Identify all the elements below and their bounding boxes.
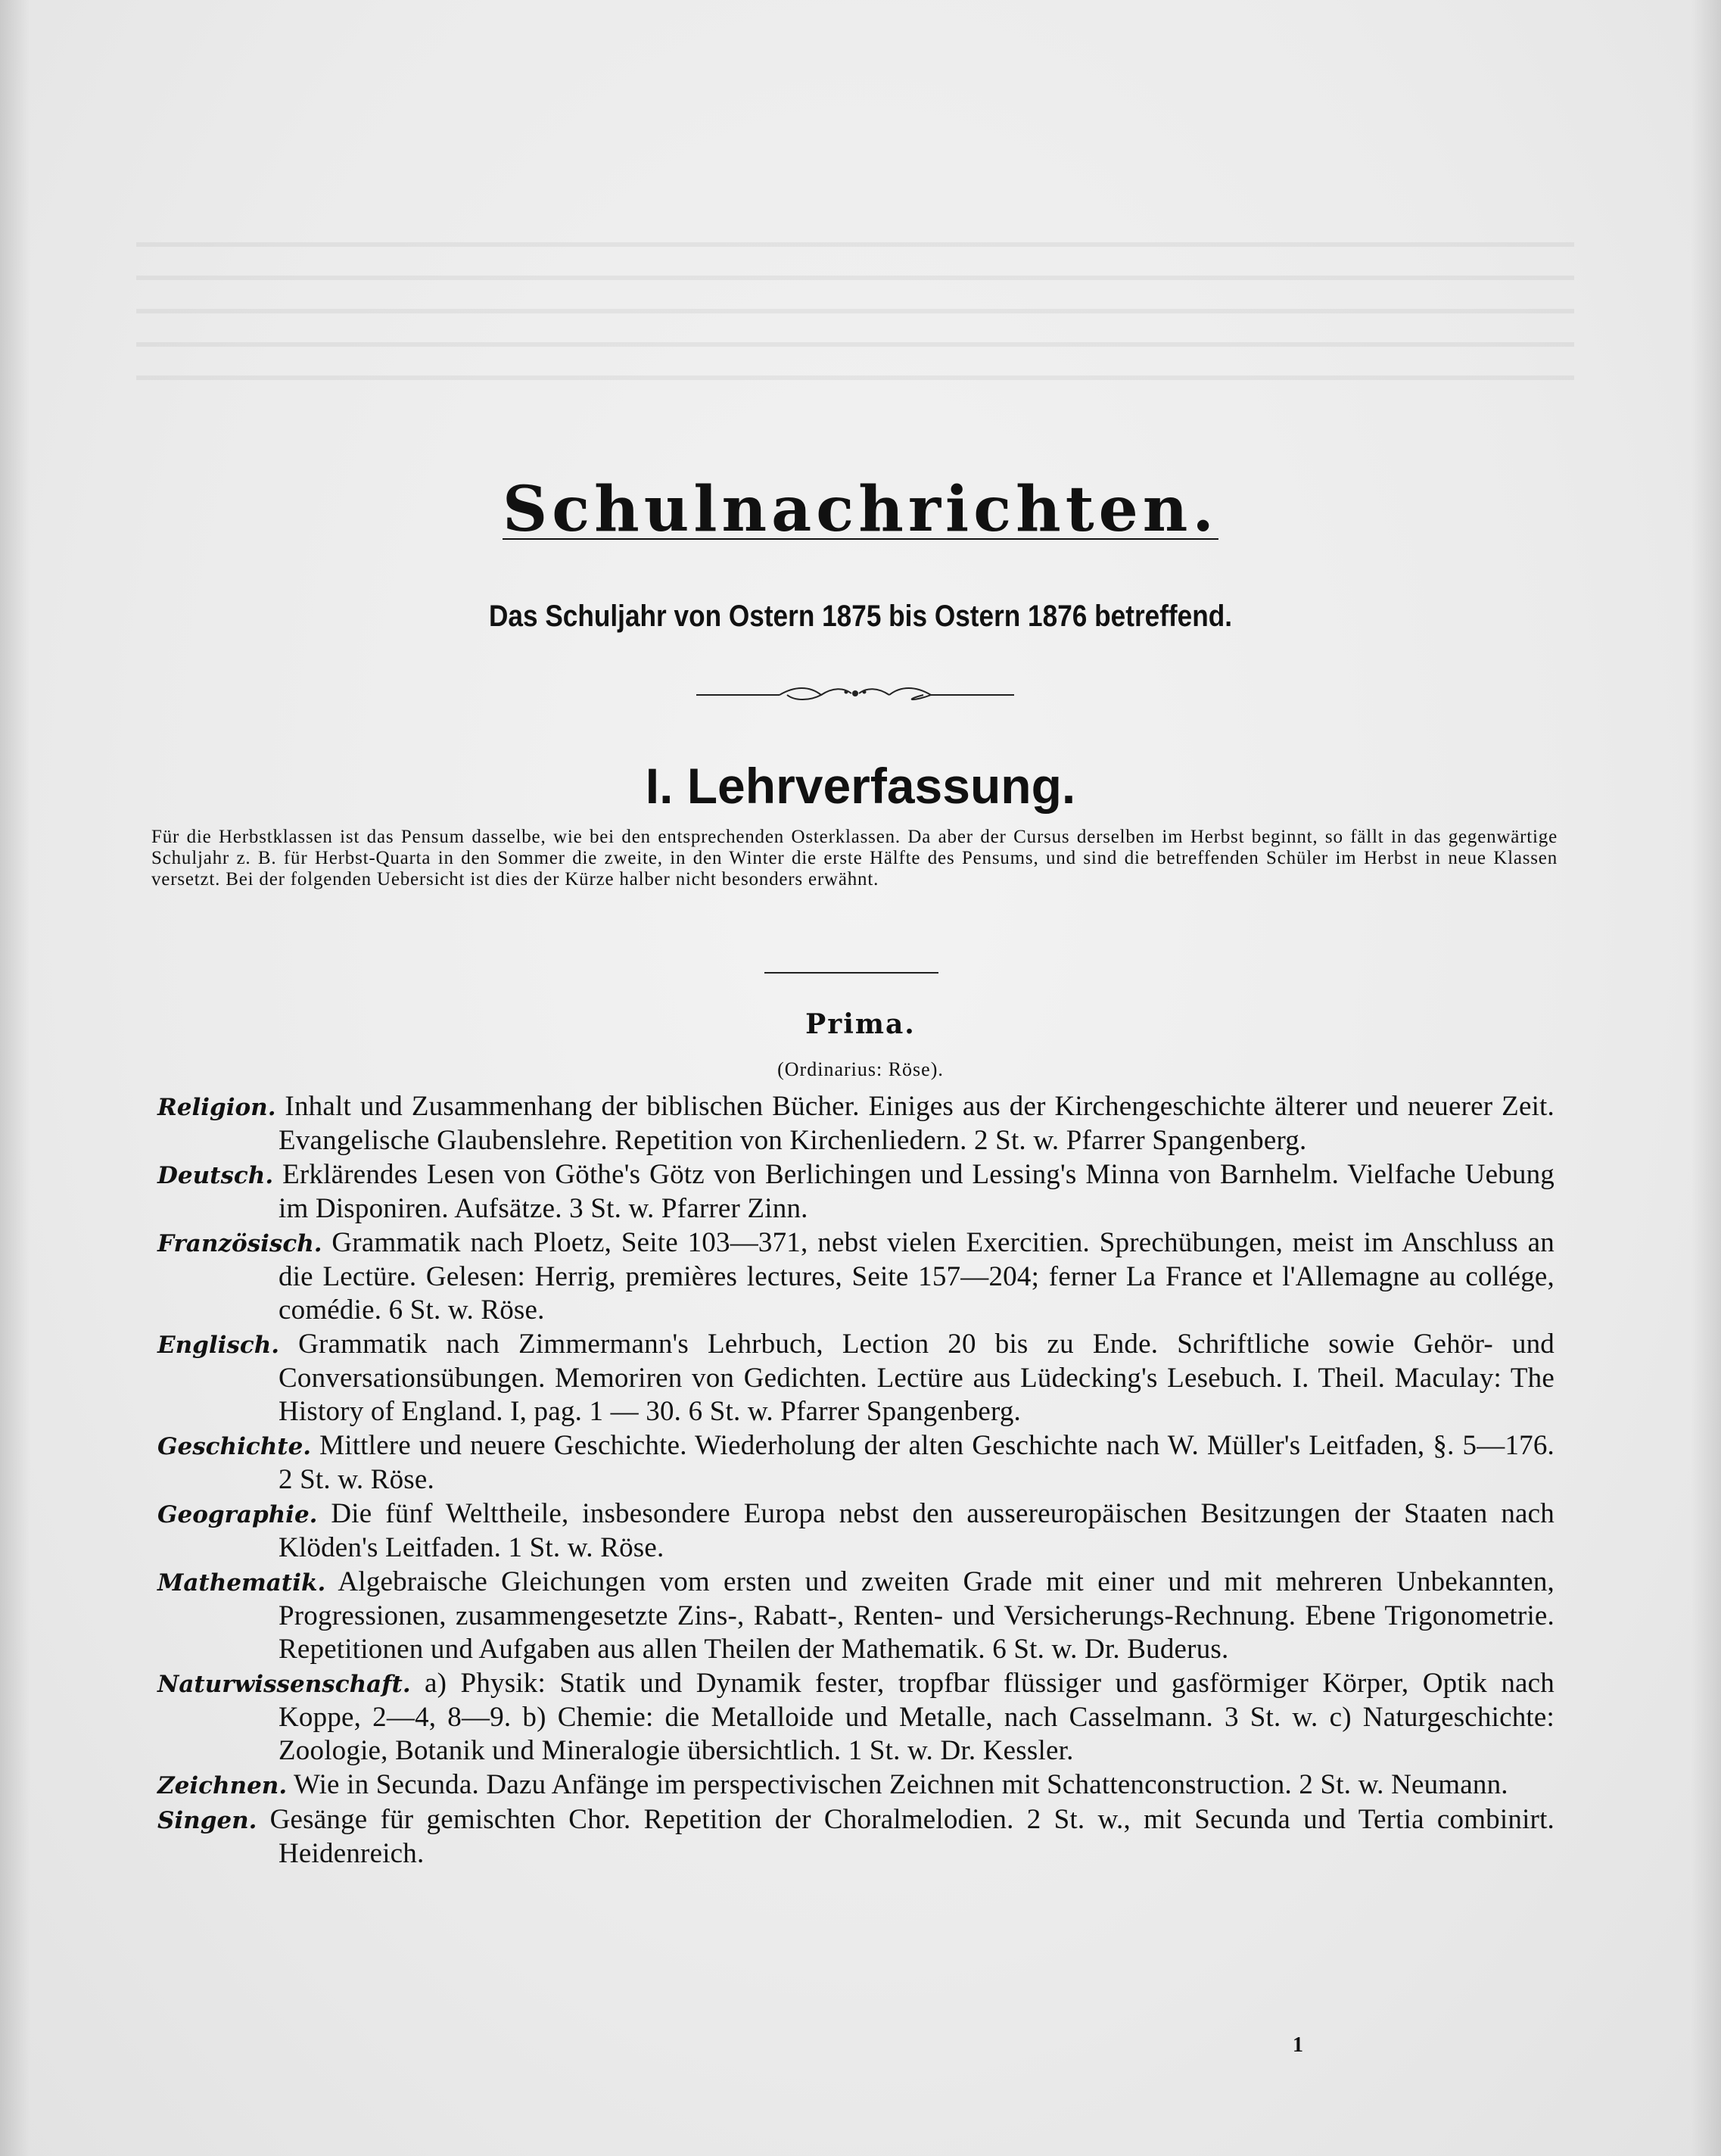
subject-entry-franzoesisch bbox=[157, 1226, 1555, 1327]
subject-list bbox=[157, 1090, 1555, 1871]
subject-text: Gesänge für gemischten Chor. Repetition der Choralmelodien. 2 St. w., mit Secunda und Tertia combinirt. Heidenreich. bbox=[269, 1804, 1555, 1869]
subject-label: Englisch. bbox=[157, 1332, 280, 1359]
subject-label: Französisch. bbox=[157, 1230, 322, 1257]
subject-entry-zeichnen bbox=[157, 1768, 1555, 1802]
subject-entry-englisch bbox=[157, 1328, 1555, 1429]
subject-text: Grammatik nach Ploetz, Seite 103—371, nebst vielen Exercitien. Sprechübungen, meist im Anschluss an die Lectüre. Gelesen: Herrig, premières lectures, Seite 157—204; ferner La France et l'Allemagne au collége, comédie. 6 St. w. Röse. bbox=[279, 1227, 1555, 1326]
ornament-divider-icon bbox=[696, 678, 1014, 709]
subject-entry-naturwissenschaft bbox=[157, 1667, 1555, 1768]
subject-entry-geschichte bbox=[157, 1429, 1555, 1497]
section-heading: I. Lehrverfassung. bbox=[645, 758, 1076, 814]
subject-text: Die fünf Welttheile, insbesondere Europa nebst den aussereuropäischen Besitzungen der Staaten nach Klöden's Leitfaden. 1 St. w. Röse. bbox=[279, 1498, 1555, 1563]
subject-text: Algebraische Gleichungen vom ersten und zweiten Grade mit einer und mit mehreren Unbekannten, Progressionen, zusammengesetzte Zins-, Rabatt-, Renten- und Versicherungs-Rechnung. Ebene Trigonometrie. Repetitionen und Aufgaben aus allen Theilen der Mathematik. 6 St. w. Dr. Buderus. bbox=[279, 1566, 1555, 1665]
subject-entry-mathematik bbox=[157, 1566, 1555, 1666]
intro-paragraph: Für die Herbstklassen ist das Pensum dasselbe, wie bei den entsprechenden Osterklassen. Da aber der Cursus derselben im Herbst beginnt, so fällt in das gegenwärtige Schuljahr z. B. für Herbst-Quarta in den Sommer die zweite, in den Winter die erste Hälfte des Pensums, und sind die betreffenden Schüler im Herbst in neue Klassen versetzt. Bei der folgenden Uebersicht ist dies der Kürze halber nicht besonders erwähnt. bbox=[151, 827, 1558, 890]
subject-entry-deutsch bbox=[157, 1158, 1555, 1226]
page-title: Schulnachrichten. bbox=[503, 473, 1218, 546]
subject-label: Singen. bbox=[157, 1807, 257, 1834]
subject-label: Deutsch. bbox=[157, 1162, 274, 1189]
subject-text: Inhalt und Zusammenhang der biblischen Bücher. Einiges aus der Kirchengeschichte älterer und neuerer Zeit. Evangelische Glaubenslehre. Repetition von Kirchenliedern. 2 St. w. Pfarrer Spangenberg. bbox=[279, 1091, 1555, 1156]
subject-text: Grammatik nach Zimmermann's Lehrbuch, Lection 20 bis zu Ende. Schriftliche sowie Gehör- und Conversationsübungen. Memoriren von Gedichten. Lectüre aus Lüdecking's Lesebuch. I. Theil. Maculay: The History of England. I, pag. 1 — 30. 6 St. w. Pfarrer Spangenberg. bbox=[279, 1329, 1555, 1427]
subject-label: Naturwissenschaft. bbox=[157, 1671, 411, 1698]
subject-label: Geographie. bbox=[157, 1501, 318, 1528]
separator-rule bbox=[764, 972, 938, 974]
page-subtitle: Das Schuljahr von Ostern 1875 bis Ostern 1876 betreffend. bbox=[488, 600, 1233, 633]
subject-label: Mathematik. bbox=[157, 1569, 326, 1597]
subject-label: Religion. bbox=[157, 1094, 276, 1121]
class-heading: Prima. bbox=[805, 1008, 916, 1040]
subject-text: Erklärendes Lesen von Göthe's Götz von Berlichingen und Lessing's Minna von Barnhelm. Vielfache Uebung im Disponiren. Aufsätze. 3 St. w. Pfarrer Zinn. bbox=[279, 1159, 1555, 1224]
subject-label: Geschichte. bbox=[157, 1433, 312, 1460]
subject-text: Wie in Secunda. Dazu Anfänge im perspectivischen Zeichnen mit Schattenconstruction. 2 St. w. Neumann. bbox=[293, 1769, 1508, 1800]
subject-text: Mittlere und neuere Geschichte. Wiederholung der alten Geschichte nach W. Müller's Leitfaden, §. 5—176. 2 St. w. Röse. bbox=[279, 1430, 1555, 1495]
page-number: 1 bbox=[1293, 2033, 1303, 2057]
subject-entry-singen bbox=[157, 1803, 1555, 1871]
subject-label: Zeichnen. bbox=[157, 1772, 288, 1799]
subject-entry-geographie bbox=[157, 1497, 1555, 1565]
class-ordinarius: (Ordinarius: Röse). bbox=[777, 1058, 944, 1080]
subject-entry-religion bbox=[157, 1090, 1555, 1157]
subject-text: a) Physik: Statik und Dynamik fester, tropfbar flüssiger und gasförmiger Körper, Optik nach Koppe, 2—4, 8—9. b) Chemie: die Metalloide und Metalle, nach Casselmann. 3 St. w. c) Naturgeschichte: Zoologie, Botanik und Mineralogie übersichtlich. 1 St. w. Dr. Kessler. bbox=[279, 1668, 1555, 1766]
show-through-texture bbox=[136, 242, 1574, 409]
